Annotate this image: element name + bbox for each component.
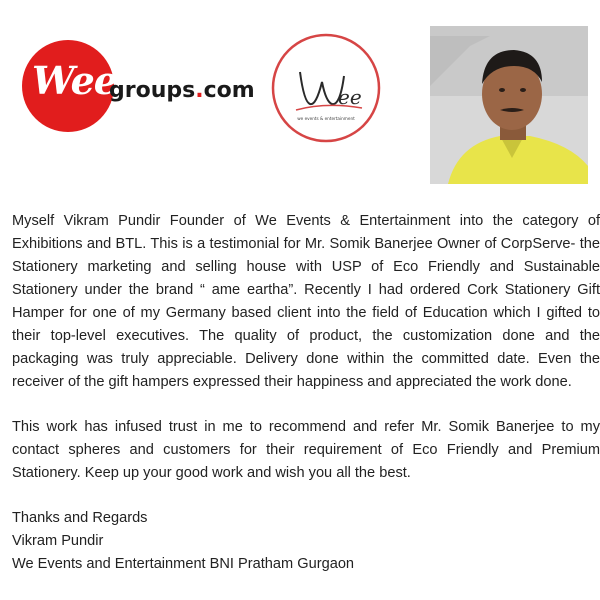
- signature-closing: Thanks and Regards: [12, 510, 148, 526]
- testimonial-body: [12, 210, 600, 576]
- paragraph-2: This work has infused trust in me to recommend and refer Mr. Somik Banerjee to my contact spheres and customers for their requirement of Eco Friendly and Premium Stationery. Keep up your good work and wish you all the best.: [12, 419, 600, 481]
- svg-text:we events & entertainment: we events & entertainment: [297, 116, 355, 121]
- logo-wee-mark: Wee: [32, 58, 117, 103]
- svg-text:ee: ee: [338, 85, 362, 109]
- profile-photo: [430, 26, 588, 184]
- wee-emblem-logo: [270, 32, 382, 144]
- weegroups-logo: [22, 40, 262, 132]
- emblem-graphic: [270, 32, 382, 144]
- logo-brand-text: groups.com: [109, 78, 255, 103]
- person-photo: [430, 26, 588, 184]
- signature-block: [12, 507, 600, 576]
- signature-name: Vikram Pundir: [12, 533, 104, 549]
- header: [0, 0, 600, 200]
- paragraph-1: Myself Vikram Pundir Founder of We Events & Entertainment into the category of Exhibitions and BTL. This is a testimonial for Mr. Somik Banerjee Owner of CorpServe- the Stationery marketing and selling house with USP of Eco Friendly and Sustainable Stationery under the brand “ ame eartha”. Recently I had ordered Cork Stationery Gift Hamper for one of my Germany based client into the field of Education which I gifted to their top-level executives. The quality of product, the customization done and the packaging was truly appreciable. Delivery done within the committed date. Even the receiver of the gift hampers expressed their happiness and appreciated the work done.: [12, 213, 600, 390]
- signature-organization: We Events and Entertainment BNI Pratham Gurgaon: [12, 556, 355, 572]
